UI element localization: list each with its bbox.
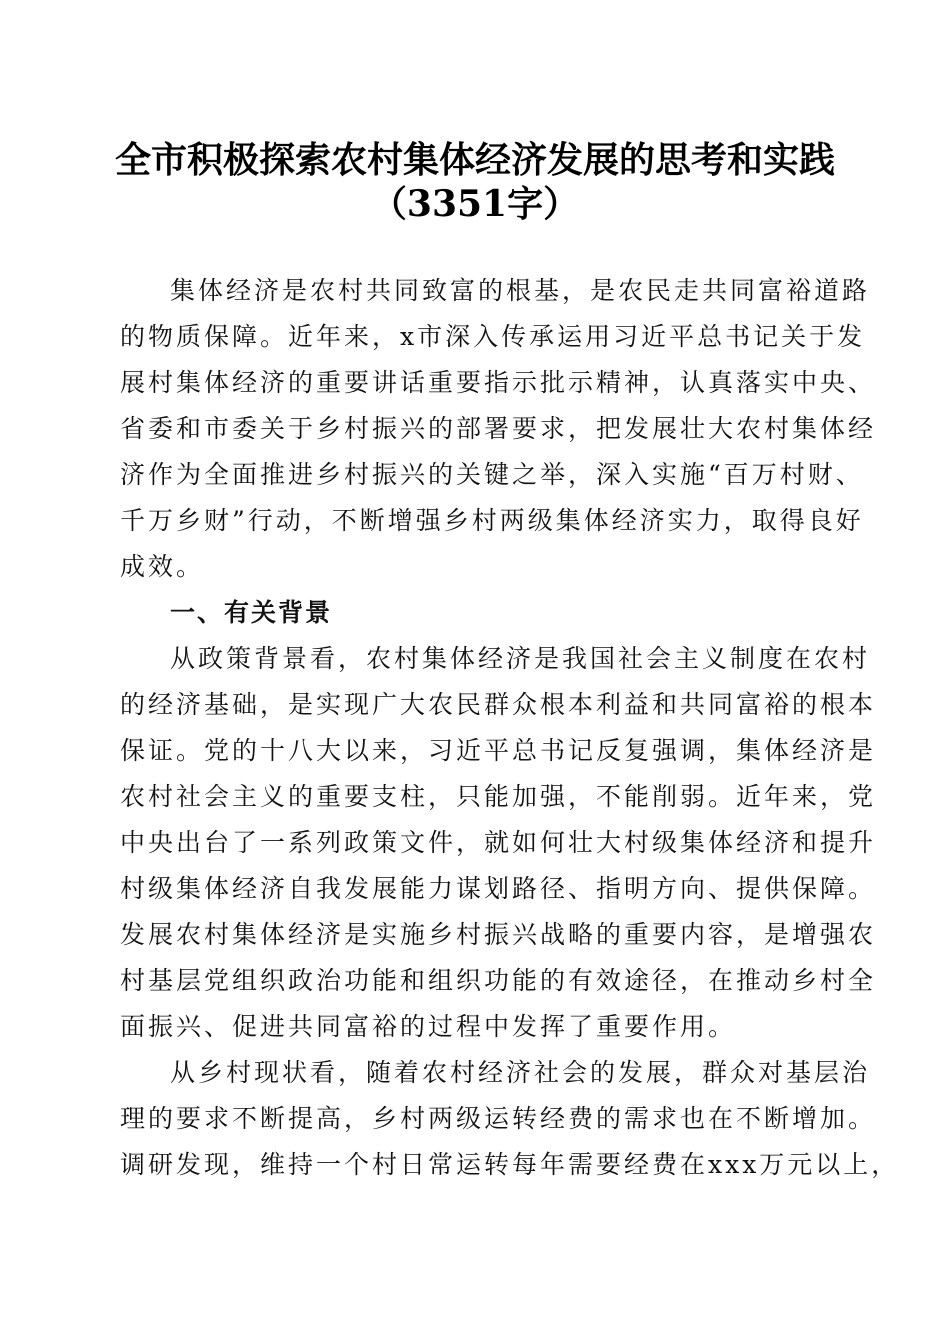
paragraph-line: 从乡村现状看，随着农村经济社会的发展，群众对基层治 <box>170 1058 871 1087</box>
paragraph-line: 理的要求不断提高，乡村两级运转经费的需求也在不断增加。 <box>120 1104 877 1133</box>
paragraph-line: 农村社会主义的重要支柱，只能加强，不能削弱。近年来，党 <box>120 782 877 811</box>
document-subtitle-word-count: （3351字） <box>370 183 580 225</box>
paragraph-line: 集体经济是农村共同致富的根基，是农民走共同富裕道路 <box>170 276 871 305</box>
paragraph-line: 面振兴、促进共同富裕的过程中发挥了重要作用。 <box>120 1012 737 1041</box>
paragraph-line: 调研发现，维持一个村日常运转每年需要经费在xxx万元以上， <box>120 1150 900 1179</box>
paragraph-line: 村基层党组织政治功能和组织功能的有效途径，在推动乡村全 <box>120 966 877 995</box>
document-body <box>120 268 900 1188</box>
paragraph-line: 济作为全面推进乡村振兴的关键之举，深入实施“百万村财、 <box>120 460 864 489</box>
paragraph-line: 中央出台了一系列政策文件，就如何壮大村级集体经济和提升 <box>120 828 877 857</box>
paragraph-line: 省委和市委关于乡村振兴的部署要求，把发展壮大农村集体经 <box>120 414 877 443</box>
section-heading: 一、有关背景 <box>170 598 333 627</box>
paragraph-line: 从政策背景看，农村集体经济是我国社会主义制度在农村 <box>170 644 871 673</box>
paragraph-line: 千万乡财”行动，不断增强乡村两级集体经济实力，取得良好 <box>120 506 864 535</box>
paragraph-line: 保证。党的十八大以来，习近平总书记反复强调，集体经济是 <box>120 736 877 765</box>
paragraph-line: 的经济基础，是实现广大农民群众根本利益和共同富裕的根本 <box>120 690 877 719</box>
document-title: 全市积极探索农村集体经济发展的思考和实践 <box>114 139 835 181</box>
paragraph-line: 发展农村集体经济是实施乡村振兴战略的重要内容，是增强农 <box>120 920 877 949</box>
paragraph-line: 成效。 <box>120 552 205 581</box>
paragraph-line: 的物质保障。近年来，x市深入传承运用习近平总书记关于发 <box>120 322 866 351</box>
paragraph-line: 展村集体经济的重要讲话重要指示批示精神，认真落实中央、 <box>120 368 877 397</box>
paragraph-line: 村级集体经济自我发展能力谋划路径、指明方向、提供保障。 <box>120 874 877 903</box>
